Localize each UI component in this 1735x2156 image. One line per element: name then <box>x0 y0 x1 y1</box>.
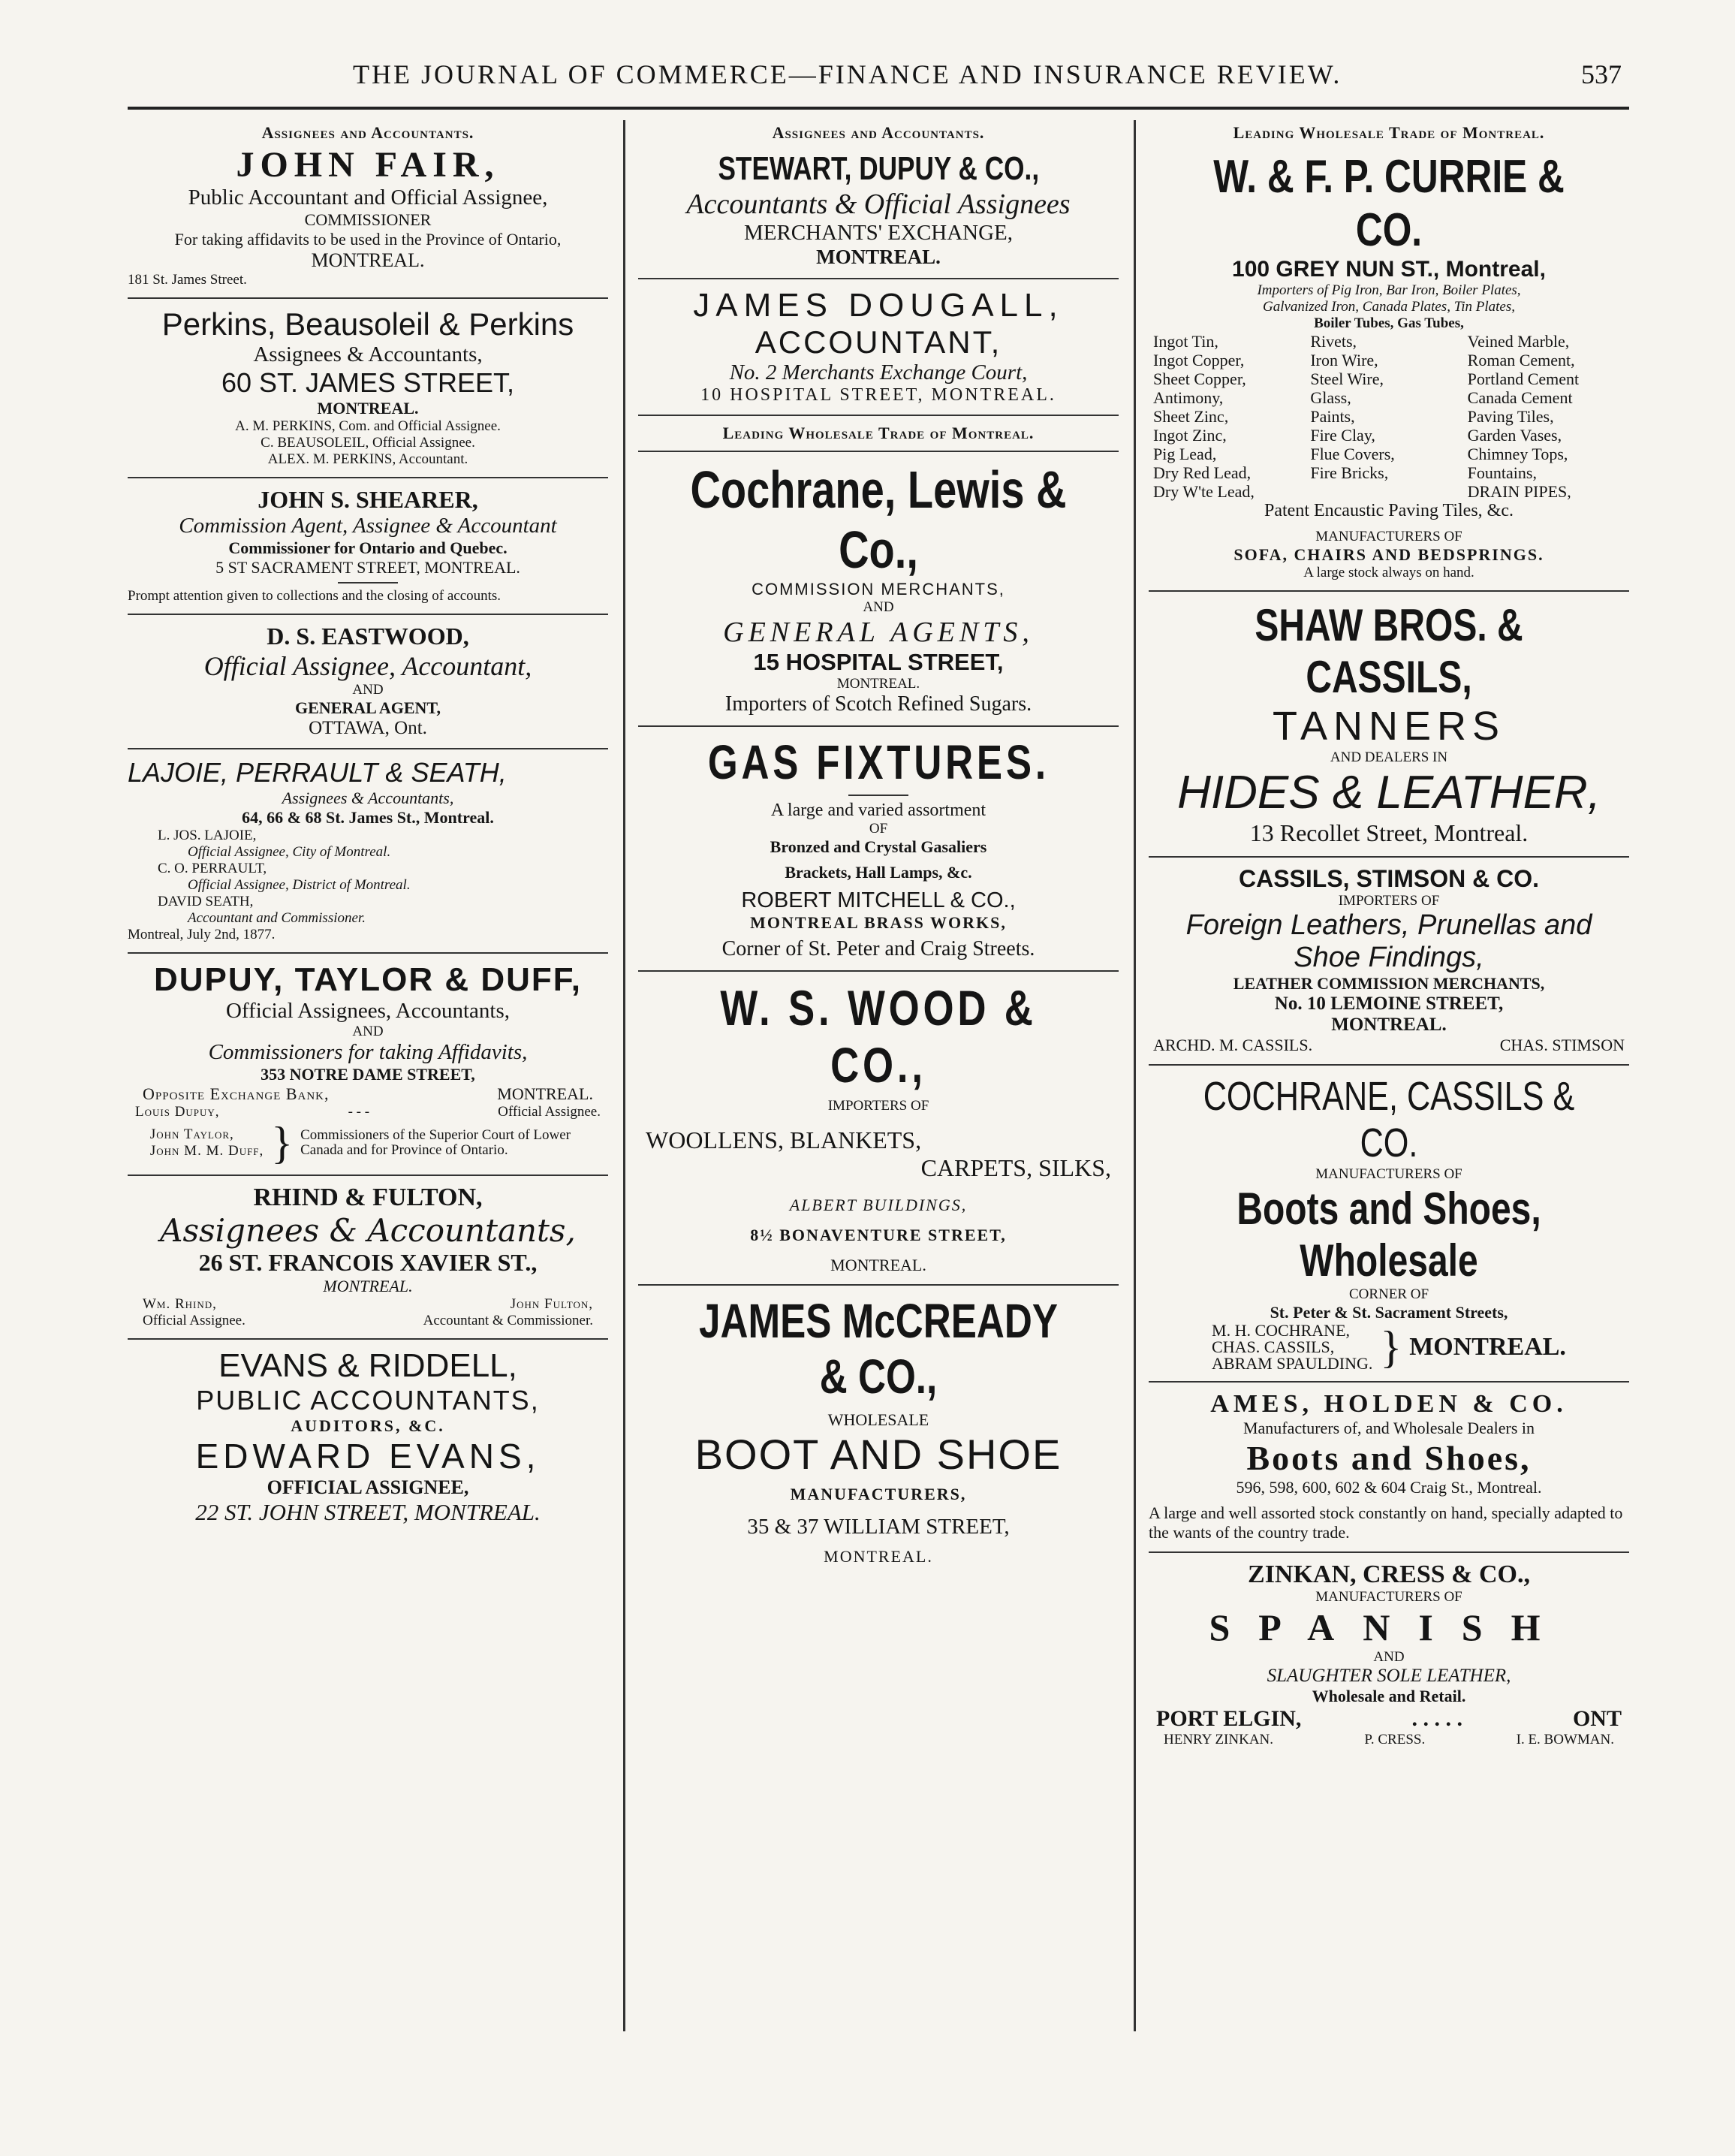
ad-cochrane-cassils <box>1149 1066 1629 1383</box>
goods-item: Ingot Zinc, <box>1153 426 1227 445</box>
ad-commission: LEATHER COMMISSION MERCHANTS, <box>1233 974 1545 993</box>
ad-partner-role: Accountant and Commissioner. <box>188 910 366 926</box>
ad-city: MONTREAL. <box>836 676 920 692</box>
ad-dealers: AND DEALERS IN <box>1330 749 1448 765</box>
ad-imports: Boiler Tubes, Gas Tubes, <box>1314 315 1464 331</box>
ad-cochrane-lewis <box>638 452 1119 727</box>
ad-line: Bronzed and Crystal Gasaliers <box>770 837 987 856</box>
ad-partner: John M. M. Duff, <box>149 1143 264 1159</box>
ad-dupuy-taylor-duff <box>128 954 608 1176</box>
ad-partner: HENRY ZINKAN. <box>1164 1732 1274 1747</box>
ad-partner-role: Official Assignee. <box>143 1313 245 1328</box>
ad-partner: Louis Dupuy, <box>135 1104 220 1120</box>
ad-gas-fixtures <box>638 727 1119 972</box>
ad-name: LAJOIE, PERRAULT & SEATH, <box>128 757 507 788</box>
ad-partner: John Fulton, <box>510 1296 593 1312</box>
ad-subtitle: Boots and Shoes, <box>1246 1439 1532 1477</box>
ad-subtitle: Official Assignee, Accountant, <box>203 651 532 681</box>
ad-line: Foreign Leathers, Prunellas and <box>1185 909 1592 941</box>
ad-corner: CORNER OF <box>1348 1286 1429 1302</box>
ad-line: WOOLLENS, BLANKETS, <box>646 1126 922 1153</box>
ad-shearer <box>128 478 608 615</box>
ad-address: 13 Recollet Street, Montreal. <box>1249 819 1529 846</box>
ad-manufacturers: MANUFACTURERS, <box>790 1485 967 1503</box>
ad-partner: C. O. PERRAULT, <box>158 861 267 876</box>
ad-title: Public Accountant and Official Assignee, <box>188 185 548 210</box>
ad-city: MONTREAL. <box>1331 1015 1447 1035</box>
ad-dougall <box>638 279 1119 416</box>
ad-address: 181 St. James Street. <box>128 272 247 288</box>
ad-rhind-fulton <box>128 1176 608 1340</box>
goods-item: Antimony, <box>1153 388 1224 407</box>
ad-partner: ALEX. M. PERKINS, Accountant. <box>267 451 468 467</box>
ad-subtitle: Assignees & Accountants, <box>253 342 483 366</box>
ad-address: 15 HOSPITAL STREET, <box>753 649 1004 675</box>
ad-city: MONTREAL. <box>1409 1333 1566 1361</box>
ad-importers: IMPORTERS OF <box>827 1098 929 1114</box>
ad-partner: P. CRESS. <box>1364 1732 1426 1747</box>
ad-importers: IMPORTERS OF <box>1338 893 1440 909</box>
ad-commissioner: Commissioner for Ontario and Quebec. <box>228 538 508 557</box>
goods-item <box>1310 482 1467 501</box>
goods-item: Iron Wire, <box>1310 351 1378 369</box>
ad-ws-wood <box>638 972 1119 1286</box>
ad-john-fair <box>128 143 608 299</box>
ad-of: OF <box>869 821 888 837</box>
ad-city: MONTREAL. <box>816 246 941 268</box>
ad-name: Perkins, Beausoleil & Perkins <box>161 306 574 342</box>
goods-item: Sheet Zinc, <box>1153 407 1229 426</box>
ad-name: ZINKAN, CRESS & CO., <box>1248 1560 1530 1588</box>
ad-partner: DAVID SEATH, <box>158 894 254 909</box>
ad-perkins <box>128 299 608 478</box>
ad-partner-role: Official Assignee, City of Montreal. <box>188 844 391 860</box>
goods-item: Dry Red Lead, <box>1153 463 1252 482</box>
ad-subtitle: ACCOUNTANT, <box>755 324 1002 360</box>
ad-role: OFFICIAL ASSIGNEE, <box>267 1476 469 1498</box>
ad-manufacturers: MANUFACTURERS OF <box>1315 529 1462 544</box>
goods-item: Fire Bricks, <box>1310 463 1389 482</box>
ad-date: Montreal, July 2nd, 1877. <box>128 927 276 942</box>
ad-address: 64, 66 & 68 St. James St., Montreal. <box>242 808 494 827</box>
ad-partner: ARCHD. M. CASSILS. <box>1153 1036 1313 1054</box>
ad-subtitle: SPANISH <box>1209 1606 1569 1648</box>
rule <box>848 795 908 796</box>
ad-name: COCHRANE, CASSILS & CO. <box>1203 1074 1575 1165</box>
ad-partner-role: Official Assignee. <box>498 1104 601 1120</box>
ad-shaw-bros <box>1149 592 1629 858</box>
ad-agents: GENERAL AGENTS, <box>723 617 1034 648</box>
ad-city: MONTREAL. <box>830 1256 926 1274</box>
goods-item: Fountains, <box>1467 463 1537 482</box>
ad-partner: Wm. Rhind, <box>143 1296 217 1312</box>
goods-item: Roman Cement, <box>1467 351 1575 369</box>
section-title: Assignees and Accountants. <box>772 123 985 142</box>
ad-partner-role: Accountant & Commissioner. <box>423 1313 593 1328</box>
ad-line: CARPETS, SILKS, <box>920 1154 1111 1181</box>
ad-city: MONTREAL. <box>317 399 419 418</box>
section-title: Leading Wholesale Trade of Montreal. <box>722 424 1035 442</box>
ad-name: SHAW BROS. & CASSILS, <box>1255 600 1523 702</box>
journal-title: THE JOURNAL OF COMMERCE—FINANCE AND INSURANCE REVIEW. <box>353 59 1342 89</box>
goods-item: Glass, <box>1310 388 1351 407</box>
goods-item: DRAIN PIPES, <box>1467 482 1571 501</box>
ad-cassils-stimson <box>1149 858 1629 1066</box>
goods-item: Canada Cement <box>1467 388 1573 407</box>
ad-stewart-dupuy <box>638 143 1119 279</box>
rule <box>338 582 398 583</box>
ad-and: AND <box>1373 1649 1405 1665</box>
ad-subtitle: HIDES & LEATHER, <box>1177 767 1601 819</box>
column-divider-2 <box>1134 120 1136 2031</box>
brace-icon: } <box>271 1118 294 1168</box>
column-divider-1 <box>623 120 625 2031</box>
ad-line: A large and varied assortment <box>770 801 986 820</box>
ad-evans-riddell <box>128 1340 608 1535</box>
ad-commissioners: Commissioners for taking Affidavits, <box>208 1040 528 1064</box>
ad-name: JOHN S. SHEARER, <box>258 486 478 513</box>
ad-address: 5 ST SACRAMENT STREET, MONTREAL. <box>215 558 520 577</box>
ad-wholesale: WHOLESALE <box>827 1410 929 1429</box>
ad-tanners: TANNERS <box>1272 704 1506 749</box>
ad-subtitle: Boots and Shoes, Wholesale <box>1236 1184 1541 1286</box>
section-title: Assignees and Accountants. <box>261 123 474 142</box>
ad-note: Importers of Scotch Refined Sugars. <box>724 692 1032 716</box>
ad-address: 8½ BONAVENTURE STREET, <box>750 1226 1007 1244</box>
ad-subtitle: PUBLIC ACCOUNTANTS, <box>196 1385 540 1416</box>
ad-name: AMES, HOLDEN & CO. <box>1210 1390 1568 1418</box>
ad-address: 26 ST. FRANCOIS XAVIER ST., <box>198 1249 538 1276</box>
ad-subtitle: Commission Agent, Assignee & Accountant <box>179 514 557 538</box>
ad-note: Prompt attention given to collections and the closing of accounts. <box>128 588 502 604</box>
ad-subtitle: BOOT AND SHOE <box>694 1431 1062 1478</box>
ad-ames-holden <box>1149 1383 1629 1553</box>
ad-name: DUPUY, TAYLOR & DUFF, <box>153 961 583 998</box>
goods-item: Steel Wire, <box>1310 369 1384 388</box>
ad-partner: John Taylor, <box>149 1126 234 1142</box>
ad-zinkan-cress <box>1149 1553 1629 1757</box>
ad-city: MONTREAL. <box>323 1277 413 1295</box>
ad-and: AND <box>352 1024 384 1039</box>
goods-grid <box>1149 332 1629 501</box>
column-3 <box>1149 120 1629 1757</box>
ad-wholesale: Wholesale and Retail. <box>1312 1687 1466 1705</box>
goods-item: Flue Covers, <box>1310 445 1395 463</box>
section-heading <box>638 416 1119 452</box>
ad-city: MONTREAL. <box>497 1084 593 1103</box>
ad-sofa: SOFA, CHAIRS AND BEDSPRINGS. <box>1233 545 1544 564</box>
section-heading <box>128 120 608 143</box>
ad-manufacturers: MANUFACTURERS OF <box>1315 1589 1462 1605</box>
ad-address: 100 GREY NUN ST., Montreal, <box>1232 257 1546 282</box>
ad-partner: A. M. PERKINS, Com. and Official Assignee. <box>235 418 501 434</box>
ad-partner-role: Official Assignee, District of Montreal. <box>188 877 411 893</box>
brace-icon: } <box>1380 1322 1402 1372</box>
ad-dots: . . . . . <box>1411 1706 1462 1731</box>
column-1 <box>128 120 608 1535</box>
ad-address: 22 ST. JOHN STREET, MONTREAL. <box>195 1499 541 1525</box>
ad-name: RHIND & FULTON, <box>253 1184 483 1211</box>
ad-court: No. 2 Merchants Exchange Court, <box>729 360 1028 384</box>
goods-item: Ingot Copper, <box>1153 351 1245 369</box>
ad-line: Brackets, Hall Lamps, &c. <box>785 863 972 882</box>
ad-person: EDWARD EVANS, <box>195 1437 541 1476</box>
ad-address: 35 & 37 WILLIAM STREET, <box>747 1515 1010 1539</box>
ad-partner: L. JOS. LAJOIE, <box>158 828 257 843</box>
page-number: 537 <box>1581 59 1622 89</box>
ad-imports: Galvanized Iron, Canada Plates, Tin Plates, <box>1262 299 1515 315</box>
ad-imports: Importers of Pig Iron, Bar Iron, Boiler Plates, <box>1257 282 1521 298</box>
ad-address: 353 NOTRE DAME STREET, <box>261 1065 475 1084</box>
section-heading <box>1149 120 1629 143</box>
ad-eastwood <box>128 615 608 749</box>
ad-name: JAMES DOUGALL, <box>693 287 1064 324</box>
ad-partner: ABRAM SPAULDING. <box>1212 1354 1373 1373</box>
ad-lajoie <box>128 749 608 954</box>
ad-name: STEWART, DUPUY & CO., <box>718 150 1039 187</box>
goods-item: Ingot Tin, <box>1153 332 1218 351</box>
goods-item: Paving Tiles, <box>1467 407 1554 426</box>
ad-desc: For taking affidavits to be used in the Province of Ontario, <box>174 230 562 249</box>
ad-note: A large and well assorted stock constantly on hand, specially adapted to the wants of the country trade. <box>1149 1503 1623 1542</box>
ad-works: MONTREAL BRASS WORKS, <box>750 913 1007 932</box>
ad-city: MONTREAL. <box>311 249 425 271</box>
ad-partner: M. H. COCHRANE, <box>1212 1321 1351 1340</box>
ad-city: MONTREAL. <box>824 1547 933 1566</box>
ad-dash: - - - <box>348 1104 370 1120</box>
ad-name: W. & F. P. CURRIE & CO. <box>1213 151 1565 256</box>
ad-subtitle: Accountants & Official Assignees <box>686 188 1071 220</box>
ad-auditors: AUDITORS, &C. <box>291 1416 445 1435</box>
ad-name: W. S. WOOD & CO., <box>720 980 1037 1093</box>
goods-item: Veined Marble, <box>1467 332 1570 351</box>
ad-partner: CHAS. STIMSON <box>1499 1036 1625 1054</box>
ad-partner: C. BEAUSOLEIL, Official Assignee. <box>261 435 475 451</box>
ad-agent: GENERAL AGENT, <box>295 698 441 717</box>
ad-name: CASSILS, STIMSON & CO. <box>1238 865 1540 892</box>
goods-item: Fire Clay, <box>1310 426 1375 445</box>
goods-item: Dry W'te Lead, <box>1153 482 1255 501</box>
goods-item: Portland Cement <box>1467 369 1580 388</box>
ad-partner: I. E. BOWMAN. <box>1516 1732 1614 1747</box>
ad-stock: A large stock always on hand. <box>1303 565 1474 580</box>
ad-subtitle: Assignees & Accountants, <box>282 789 454 807</box>
ad-subtitle: Official Assignees, Accountants, <box>225 999 510 1023</box>
ad-name: JOHN FAIR, <box>236 145 500 185</box>
ad-mccready <box>638 1286 1119 1576</box>
header-rule <box>128 107 1629 110</box>
column-2 <box>638 120 1119 1576</box>
ad-city: OTTAWA, Ont. <box>309 718 427 738</box>
ad-sole: SLAUGHTER SOLE LEATHER, <box>1267 1666 1511 1686</box>
ad-address: MERCHANTS' EXCHANGE, <box>743 221 1014 245</box>
goods-item: Chimney Tops, <box>1467 445 1568 463</box>
ad-address: 596, 598, 600, 602 & 604 Craig St., Montreal. <box>1236 1478 1542 1497</box>
ad-address: No. 10 LEMOINE STREET, <box>1274 994 1504 1014</box>
ad-subtitle: Assignees & Accountants, <box>160 1212 576 1249</box>
ad-address: 10 HOSPITAL STREET, MONTREAL. <box>700 385 1056 405</box>
ad-paving: Patent Encaustic Paving Tiles, &c. <box>1264 501 1514 520</box>
ad-city: PORT ELGIN, <box>1156 1706 1302 1731</box>
goods-item: Pig Lead, <box>1153 445 1217 463</box>
ad-subtitle: COMMISSION MERCHANTS, <box>752 580 1005 599</box>
goods-item: Garden Vases, <box>1467 426 1562 445</box>
ad-building: ALBERT BUILDINGS, <box>789 1196 968 1214</box>
goods-item: Rivets, <box>1310 332 1357 351</box>
ad-name: D. S. EASTWOOD, <box>267 623 469 650</box>
ad-and: AND <box>352 682 384 698</box>
ad-role: COMMISSIONER <box>304 210 432 229</box>
ad-firm: ROBERT MITCHELL & CO., <box>741 888 1016 912</box>
ad-line: Shoe Findings, <box>1294 942 1484 973</box>
ad-name: EVANS & RIDDELL, <box>218 1347 517 1384</box>
ad-manufacturers: MANUFACTURERS OF <box>1315 1166 1462 1182</box>
ad-name: JAMES McCREADY & CO., <box>699 1294 1058 1404</box>
ad-address: Corner of St. Peter and Craig Streets. <box>721 937 1035 960</box>
ad-address: 60 ST. JAMES STREET, <box>221 367 515 398</box>
ad-manufacturers: Manufacturers of, and Wholesale Dealers in <box>1243 1419 1535 1437</box>
ad-name: Cochrane, Lewis & Co., <box>690 460 1067 579</box>
goods-item: Paints, <box>1310 407 1355 426</box>
ad-partner-role: Commissioners of the Superior Court of Lower Canada and for Province of Ontario. <box>300 1127 571 1158</box>
ad-name: GAS FIXTURES. <box>707 735 1050 789</box>
ad-currie <box>1149 143 1629 592</box>
goods-item: Sheet Copper, <box>1153 369 1246 388</box>
section-title: Leading Wholesale Trade of Montreal. <box>1233 123 1545 142</box>
ad-opposite: Opposite Exchange Bank, <box>143 1084 330 1103</box>
ad-address: St. Peter & St. Sacrament Streets, <box>1270 1303 1508 1322</box>
ad-and: AND <box>863 599 894 615</box>
page-header <box>128 53 1622 98</box>
ad-partner: CHAS. CASSILS, <box>1212 1337 1335 1356</box>
section-heading <box>638 120 1119 143</box>
ad-province: ONT <box>1572 1706 1622 1731</box>
